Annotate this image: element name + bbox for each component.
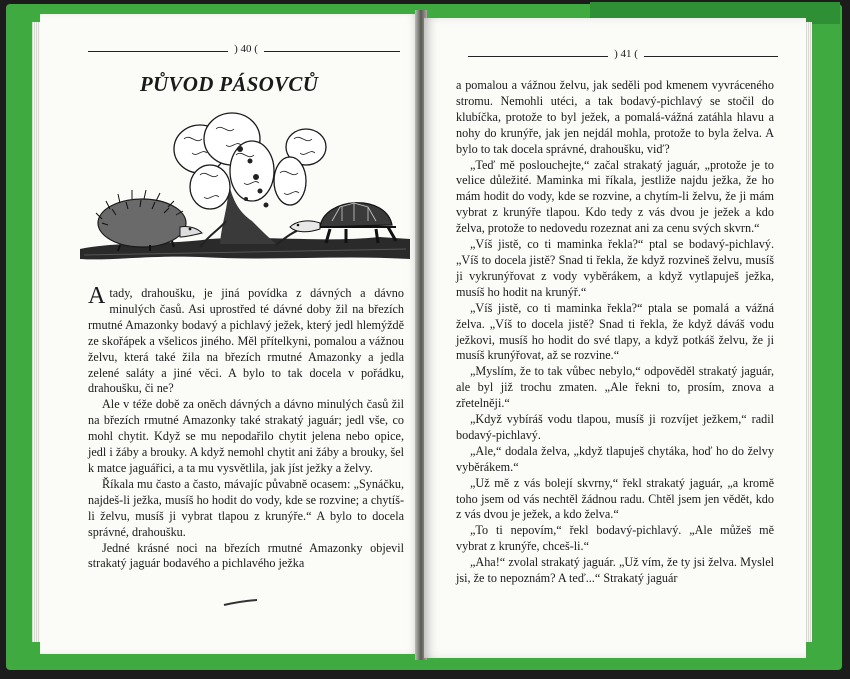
paragraph: „Aha!“ zvolal strakatý jaguár. „Už vím, že ty jsi želva. Myslel jsi, že to nepoznám? A teď...“ Strakatý jaguár	[456, 555, 774, 586]
header-rule-left	[88, 51, 228, 52]
header-rule-right	[644, 56, 778, 57]
paragraph: „Ale,“ dodala želva, „když tlapuješ chytáka, hoď ho do želvy vyběrákem.“	[456, 443, 774, 474]
left-page-stack	[32, 22, 40, 642]
right-page-text	[456, 78, 774, 587]
paragraph: Ale v téže době za oněch dávných a dávno minulých časů žil na březích rmutné Amazonky také strakatý jaguár; jedl vše, co mohl chytit. Když se mu nepodařilo chytit jelena nebo opice, jedl i žáby a brouky. A když nemohl chytit ani žáby a brouky, šel k matce jaguářici, a ta mu vysvětlila, jak jíst ježky a želvy.	[88, 397, 404, 475]
paragraph: „Víš jistě, co ti maminka řekla?“ ptal se bodavý-pichlavý. „Víš to docela jistě? Snad ti řekla, že když rozvineš želvu, musíš ji vykrunýřovat z vody vyběrákem, a když vytlapuješ ježka, musíš ho hodit na krunýř.“	[456, 237, 774, 299]
paragraph: A tady, drahoušku, je jiná povídka z dávných a dávno minulých časů. Asi uprostřed té dávné doby žil na březích rmutné Amazonky bodavý a pichlavý ježek, který jedl hlemýždě ze skořápek a všelicos jiného. Měl přítelkyni, pomalou a vážnou želvu, která také žila na březích rmutné Amazonky a jedla zelené saláty a jiné věci. A bylo to tak docela v pořádku, drahoušku, či ne?	[88, 283, 404, 396]
paragraph: „Když vybíráš vodu tlapou, musíš ji rozvíjet ježkem,“ radil bodavý-pichlavý.	[456, 412, 774, 442]
right-page	[424, 18, 806, 658]
chapter-title: PŮVOD PÁSOVCŮ	[139, 72, 319, 96]
paragraph: „To ti nepovím,“ řekl bodavý-pichlavý. „Ale můžeš mě vybrat z krunýře, chceš-li.“	[456, 523, 774, 554]
paragraph: „Už mě z vás bolejí skvrny,“ řekl strakatý jaguár, „a kromě toho jsem od vás nechtěl žádnou radu. Chtěl jsem jen vědět, kdo z vás dvou je ježek, a kdo želva.“	[456, 475, 774, 522]
paragraph: „Víš jistě, co ti maminka řekla?“ ptala se pomalá a vážná želva. „Víš to docela jistě? Snad ti řekla, že když dáváš vodu ježkovi, musíš ho hodit do své tlapy, a když potkáš želvu, že ji musíš krunýřovat, až se rozvine.“	[456, 300, 774, 363]
paragraph: Jedné krásné noci na březích rmutné Amazonky objevil strakatý jaguár bodavého a pichlavého ježka	[88, 540, 404, 571]
left-page	[40, 14, 418, 654]
paragraph: „Myslím, že to tak vůbec nebylo,“ odpověděl strakatý jaguár, ale byl již trochu zmaten. „Ale řekni to, prosím, znova a zřetelněji.“	[456, 364, 774, 411]
left-page-text	[88, 283, 404, 572]
page-number-right: ) 41 (	[614, 48, 638, 60]
paragraph: „Teď mě poslouchejte,“ začal strakatý jaguár, „protože je to velice důležité. Maminka mi říkala, jestliže najdu ježka, že ho mám hodit do vody, kde se rozvine, a chytím-li želvu, že ji mám vybrat z krunýře tlapou. Kdo tedy z vás dvou je ježek a kdo želva, protože to nedovedu rozeznat ani za cenu svých skvrn.“	[456, 157, 774, 236]
tortoise-drawing	[290, 203, 396, 243]
drop-cap: A	[88, 283, 106, 309]
header-rule-right	[264, 51, 400, 52]
header-rule-left	[468, 56, 608, 57]
page-number-left: ) 40 (	[234, 43, 258, 55]
paragraph: a pomalou a vážnou želvu, jak seděli pod kmenem vyvráceného stromu. Nemohli utéci, a tak bodavý-pichlavý se stočil do klubíčka, protože to byl ježek, a pomalá-vážná zatáhla hlavu a nohy do krunýře, jak jen nejdál mohla, protože to byla želva. A bylo to tak docela správné, drahoušku, viď?	[456, 78, 774, 156]
hedgehog-tortoise-illustration	[80, 109, 410, 279]
paragraph: Říkala mu často a často, mávajíc půvabně ocasem: „Synáčku, najdeš-li ježka, musíš ho hodit do vody, kde se rozvine; a chytíš-li želvu, musíš ji vybrat tlapou z krunýře.“ A bylo to docela správné, drahoušku.	[88, 476, 404, 539]
pen-underline-mark	[223, 599, 259, 607]
